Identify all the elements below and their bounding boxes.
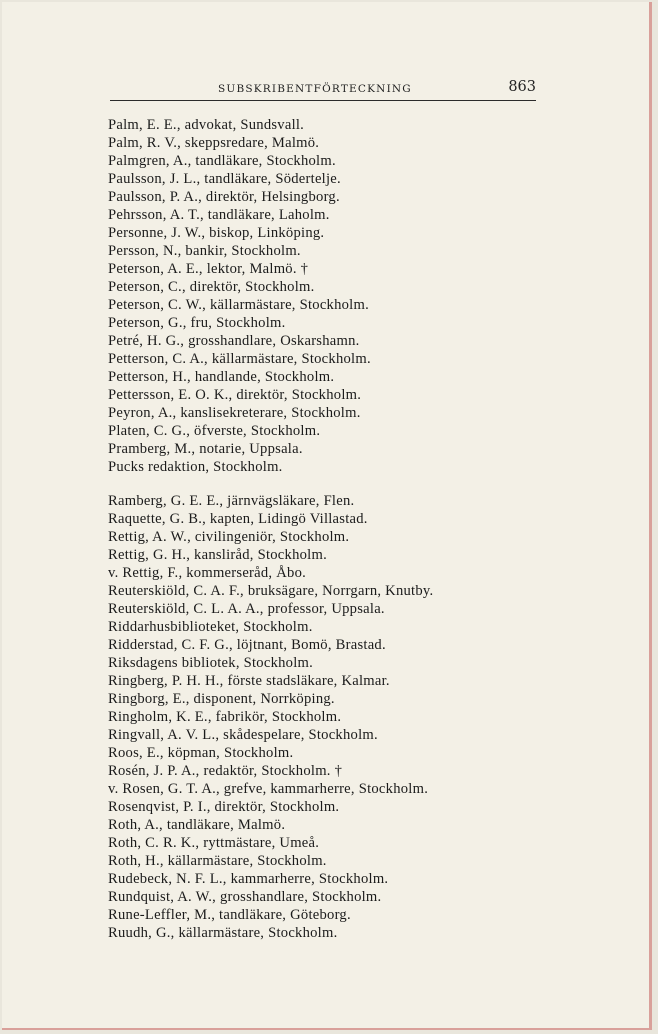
list-item: Ringborg, E., disponent, Norrköping. — [108, 691, 335, 707]
list-item: Peterson, C. W., källarmästare, Stockholm. — [108, 297, 369, 313]
list-item: Palmgren, A., tandläkare, Stockholm. — [108, 153, 336, 169]
list-item: Reuterskiöld, C. L. A. A., professor, Uppsala. — [108, 601, 385, 617]
list-item: Reuterskiöld, C. A. F., bruksägare, Norrgarn, Knutby. — [108, 583, 434, 599]
list-item: Pehrsson, A. T., tandläkare, Laholm. — [108, 207, 330, 223]
list-item: Riddarhusbiblioteket, Stockholm. — [108, 619, 313, 635]
list-item: Pramberg, M., notarie, Uppsala. — [108, 441, 303, 457]
list-item: Riksdagens bibliotek, Stockholm. — [108, 655, 314, 671]
list-item: v. Rosen, G. T. A., grefve, kammarherre, Stockholm. — [108, 781, 429, 797]
subscriber-list — [108, 116, 548, 942]
list-item: Pucks redaktion, Stockholm. — [108, 459, 283, 475]
list-item: v. Rettig, F., kommerseråd, Åbo. — [108, 565, 307, 581]
list-item: Ridderstad, C. F. G., löjtnant, Bomö, Brastad. — [108, 637, 386, 653]
list-item: Rettig, A. W., civilingeniör, Stockholm. — [108, 529, 350, 545]
list-item: Palm, E. E., advokat, Sundsvall. — [108, 117, 305, 133]
list-item: Rettig, G. H., kansliråd, Stockholm. — [108, 547, 327, 563]
list-item: Ringvall, A. V. L., skådespelare, Stockholm. — [108, 727, 378, 743]
list-item: Ramberg, G. E. E., järnvägsläkare, Flen. — [108, 493, 355, 509]
list-item: Rosenqvist, P. I., direktör, Stockholm. — [108, 799, 340, 815]
list-item: Roth, H., källarmästare, Stockholm. — [108, 853, 327, 869]
list-item: Personne, J. W., biskop, Linköping. — [108, 225, 325, 241]
list-item: Roos, E., köpman, Stockholm. — [108, 745, 294, 761]
list-item: Platen, C. G., öfverste, Stockholm. — [108, 423, 321, 439]
list-item: Ringberg, P. H. H., förste stadsläkare, Kalmar. — [108, 673, 390, 689]
list-item: Petterson, H., handlande, Stockholm. — [108, 369, 335, 385]
list-item: Ringholm, K. E., fabrikör, Stockholm. — [108, 709, 342, 725]
list-item: Persson, N., bankir, Stockholm. — [108, 243, 301, 259]
section-gap — [108, 476, 548, 492]
list-item: Paulsson, P. A., direktör, Helsingborg. — [108, 189, 340, 205]
list-item: Roth, C. R. K., ryttmästare, Umeå. — [108, 835, 320, 851]
list-item: Pettersson, E. O. K., direktör, Stockholm. — [108, 387, 362, 403]
list-item: Rosén, J. P. A., redaktör, Stockholm. † — [108, 763, 343, 779]
list-item: Rundquist, A. W., grosshandlare, Stockholm. — [108, 889, 382, 905]
list-item: Petterson, C. A., källarmästare, Stockholm. — [108, 351, 371, 367]
running-title: SUBSKRIBENTFÖRTECKNING — [218, 83, 412, 95]
book-page — [2, 2, 652, 1030]
list-item: Peterson, G., fru, Stockholm. — [108, 315, 286, 331]
list-item: Palm, R. V., skeppsredare, Malmö. — [108, 135, 320, 151]
list-item: Petré, H. G., grosshandlare, Oskarshamn. — [108, 333, 360, 349]
list-item: Rudebeck, N. F. L., kammarherre, Stockholm. — [108, 871, 389, 887]
page-header — [110, 80, 536, 101]
list-item: Rune-Leffler, M., tandläkare, Göteborg. — [108, 907, 351, 923]
list-item: Paulsson, J. L., tandläkare, Södertelje. — [108, 171, 341, 187]
list-item: Peyron, A., kanslisekreterare, Stockholm. — [108, 405, 361, 421]
list-item: Peterson, A. E., lektor, Malmö. † — [108, 261, 309, 277]
list-item: Raquette, G. B., kapten, Lidingö Villastad. — [108, 511, 368, 527]
list-item: Ruudh, G., källarmästare, Stockholm. — [108, 925, 338, 941]
page-number: 863 — [508, 79, 536, 95]
list-item: Roth, A., tandläkare, Malmö. — [108, 817, 286, 833]
list-item: Peterson, C., direktör, Stockholm. — [108, 279, 315, 295]
